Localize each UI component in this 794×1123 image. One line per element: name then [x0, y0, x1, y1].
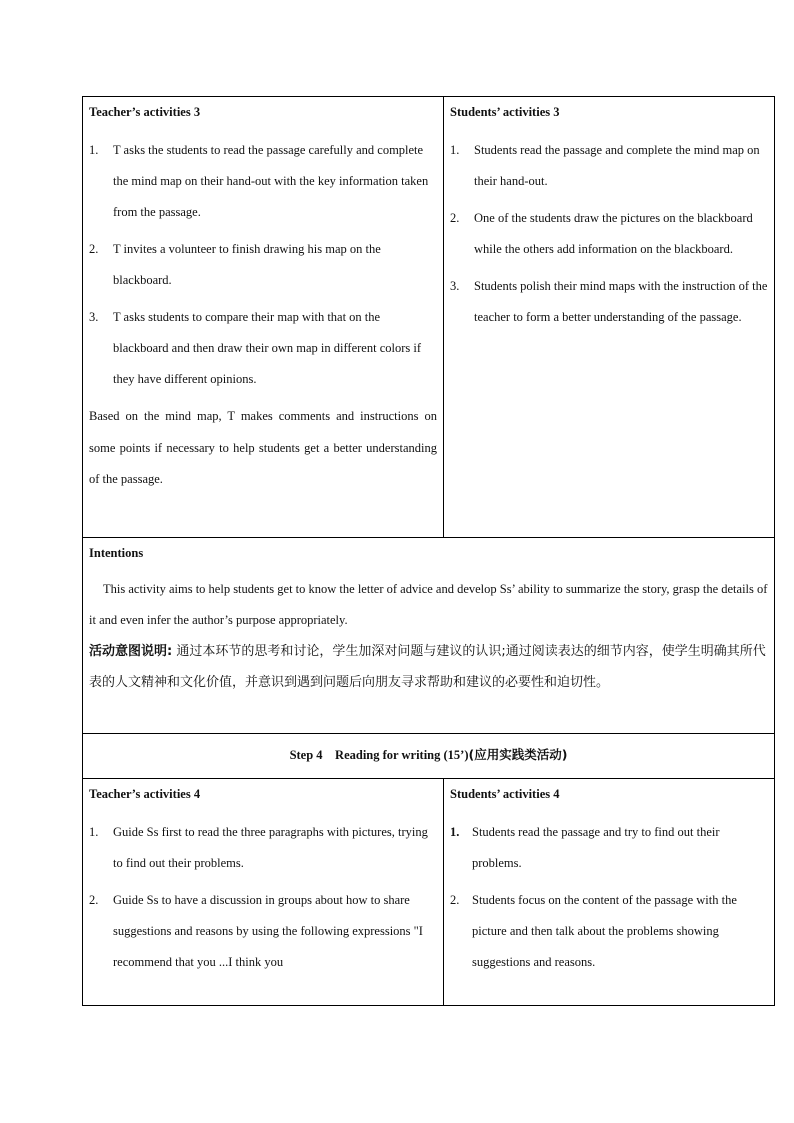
- lesson-plan-table: [82, 96, 775, 1006]
- teacher-activities-4-list: [89, 817, 437, 978]
- intentions-row: [83, 538, 775, 734]
- intentions-chinese-text: 活动意图说明: 通过本环节的思考和讨论，学生加深对问题与建议的认识;通过阅读表达的细节内容，使学生明确其所代表的人文精神和文化价值，并意识到遇到问题后向朋友寻求帮助和建议的必要性和迫切性。: [89, 644, 766, 690]
- list-item: 1. Students read the passage and complete the mind map on their hand-out.: [450, 143, 760, 188]
- list-item: 2. One of the students draw the pictures on the blackboard while the others add information on the blackboard.: [450, 211, 753, 256]
- intentions-english-text: This activity aims to help students get to know the letter of advice and develop Ss’ ability to summarize the story, grasp the details of it and even infer the author’s purpose appropriately.: [89, 582, 768, 627]
- students-activities-4-list: [450, 817, 768, 978]
- teacher-note: Based on the mind map, T makes comments and instructions on some points if necessary to help students get a better understanding of the passage.: [89, 409, 437, 486]
- document-page: [82, 96, 774, 1006]
- students-activities-3-heading: Students’ activities 3: [450, 105, 560, 119]
- teacher-activities-3-list: [89, 135, 437, 395]
- intentions-cell: [83, 538, 775, 734]
- step-4-row: [83, 734, 775, 779]
- activities-4-row: [83, 779, 775, 1006]
- students-activities-4-cell: [444, 779, 775, 1006]
- students-activities-4-heading: Students’ activities 4: [450, 787, 560, 801]
- list-item: 2. Students focus on the content of the passage with the picture and then talk about the problems showing suggestions and reasons.: [450, 893, 737, 969]
- list-item: 1. Students read the passage and try to find out their problems.: [450, 825, 720, 870]
- list-item: 3. Students polish their mind maps with the instruction of the teacher to form a better understanding of the passage.: [450, 279, 768, 324]
- list-item: 2. T invites a volunteer to finish drawing his map on the blackboard.: [89, 242, 381, 287]
- list-item: 1. Guide Ss first to read the three paragraphs with pictures, trying to find out their problems.: [89, 825, 428, 870]
- intentions-chinese-label: 活动意图说明:: [89, 644, 173, 659]
- list-item: 3. T asks students to compare their map with that on the blackboard and then draw their own map in different colors if they have different opinions.: [89, 310, 422, 386]
- list-item: 1. T asks the students to read the passage carefully and complete the mind map on their hand-out with the key information taken from the passage.: [89, 143, 429, 219]
- step-4-title: Step 4 Reading for writing (15’)(应用实践类活动): [289, 747, 568, 762]
- students-activities-3-cell: [444, 97, 775, 538]
- step-4-cell: [83, 734, 775, 779]
- intentions-heading: Intentions: [89, 546, 144, 560]
- teacher-activities-3-cell: [83, 97, 444, 538]
- list-item: 2. Guide Ss to have a discussion in groups about how to share suggestions and reasons by using the following expressions "I recommend that you ...I think you: [89, 893, 423, 969]
- activities-3-row: [83, 97, 775, 538]
- teacher-activities-4-heading: Teacher’s activities 4: [89, 787, 201, 801]
- students-activities-3-list: [450, 135, 768, 333]
- teacher-activities-4-cell: [83, 779, 444, 1006]
- teacher-activities-3-heading: Teacher’s activities 3: [89, 105, 201, 119]
